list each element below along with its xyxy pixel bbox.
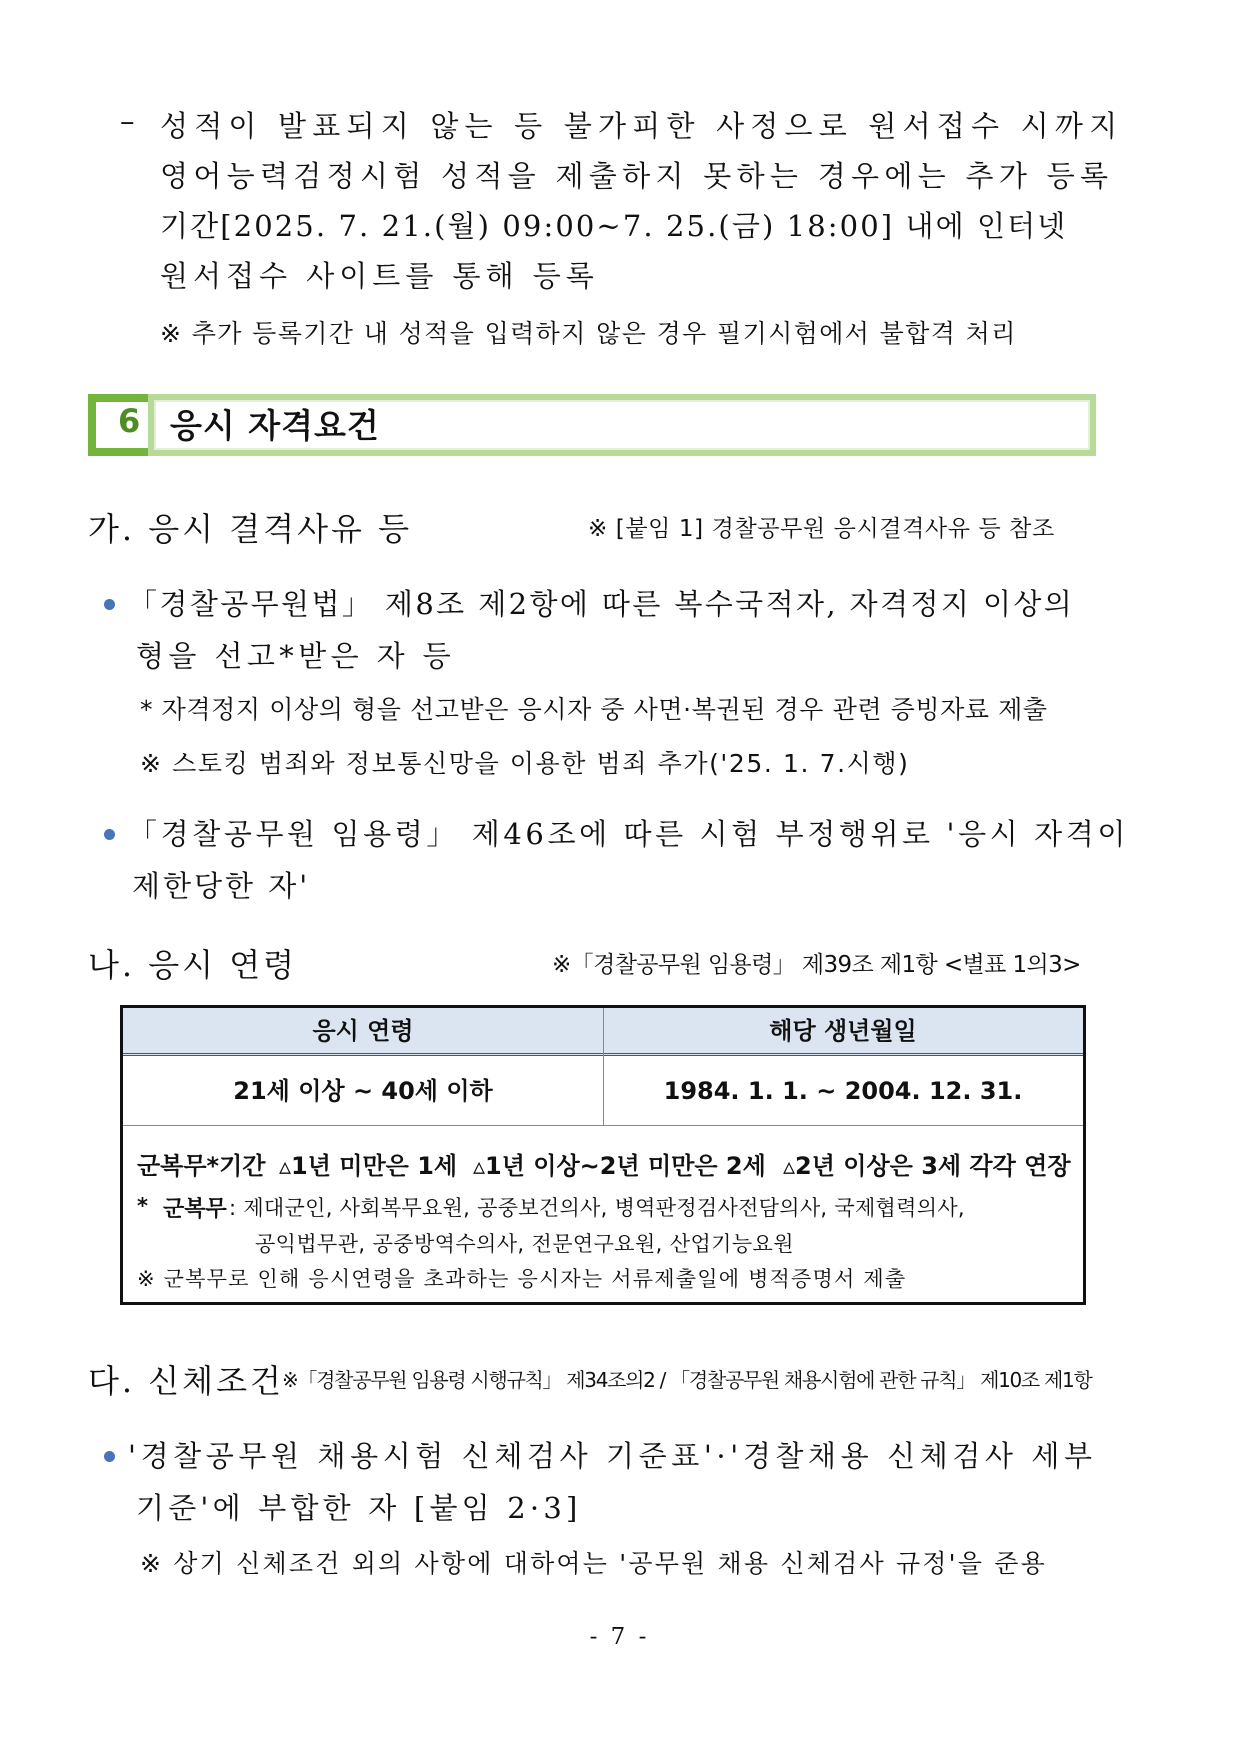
- part-a-bullet1-line2: 형을 선고*받은 자 등: [136, 639, 456, 673]
- intro-line-3: 기간[2025. 7. 21.(월) 09:00~7. 25.(금) 18:00] 내에 인터넷: [160, 209, 1068, 243]
- part-c-bullet-line1: '경찰공무원 채용시험 신체검사 기준표'·'경찰채용 신체검사 세부: [128, 1439, 1097, 1473]
- note-military-text-1: : 제대군인, 사회복무요원, 공중보건의사, 병역판정검사전담의사, 국제협력의사,: [229, 1196, 965, 1220]
- bullet-dot: [104, 1451, 115, 1462]
- intro-line-2: 영어능력검정시험 성적을 제출하지 못하는 경우에는 추가 등록: [160, 159, 1114, 193]
- intro-line-1: 성적이 발표되지 않는 등 불가피한 사정으로 원서접수 시까지: [160, 109, 1124, 143]
- section-header: [88, 394, 1096, 456]
- bullet-dot: [104, 829, 115, 840]
- part-a-ref: ※ [붙임 1] 경찰공무원 응시결격사유 등 참조: [588, 516, 1055, 542]
- part-c-bullet-line2: 기준'에 부합한 자 [붙임 2·3]: [136, 1491, 582, 1525]
- part-a-heading: 가. 응시 결격사유 등: [88, 510, 412, 548]
- intro-note: ※ 추가 등록기간 내 성적을 입력하지 않은 경우 필기시험에서 불합격 처리: [160, 319, 1017, 348]
- note-bottom: ※ 군복무로 인해 응시연령을 초과하는 응시자는 서류제출일에 병적증명서 제출: [137, 1267, 907, 1291]
- table-cell-age-range: 21세 이상 ~ 40세 이하: [233, 1077, 493, 1105]
- age-table: [120, 1005, 1086, 1305]
- section-title: 응시 자격요건: [170, 406, 380, 445]
- part-c-ref: ※「경찰공무원 임용령 시행규칙」 제34조의2 / 「경찰공무원 채용시험에 관한 규칙」 제10조 제1항: [282, 1368, 1092, 1392]
- part-a-bullet1-line1: 「경찰공무원법」 제8조 제2항에 따른 복수국적자, 자격정지 이상의: [128, 587, 1075, 621]
- part-c-note: ※ 상기 신체조건 외의 사항에 대하여는 '공무원 채용 신체검사 규정'을 준용: [140, 1549, 1047, 1578]
- section-number: 6: [118, 402, 141, 440]
- table-header-age: 응시 연령: [123, 1008, 603, 1056]
- table-header-birthdate: 해당 생년월일: [603, 1008, 1083, 1056]
- dash-marker: –: [120, 104, 138, 138]
- military-item-2: ▵1년 이상~2년 미만은 2세: [473, 1152, 766, 1180]
- bullet-dot: [104, 599, 115, 610]
- part-b-heading: 나. 응시 연령: [88, 946, 298, 984]
- note-military-label: 군복무: [163, 1197, 227, 1222]
- part-b-ref: ※「경찰공무원 임용령」 제39조 제1항 <별표 1의3>: [552, 952, 1081, 978]
- page-number: - 7 -: [589, 1624, 650, 1650]
- intro-line-4: 원서접수 사이트를 통해 등록: [160, 259, 599, 293]
- part-a-bullet2-line2: 제한당한 자': [132, 869, 311, 903]
- part-a-footnote2: ※ 스토킹 범죄와 정보통신망을 이용한 범죄 추가('25. 1. 7.시행): [140, 749, 910, 778]
- part-c-heading: 다. 신체조건: [88, 1362, 284, 1400]
- table-cell-birth-range: 1984. 1. 1. ~ 2004. 12. 31.: [663, 1077, 1023, 1105]
- military-item-3: ▵2년 이상은 3세 각각 연장: [783, 1152, 1071, 1180]
- part-a-bullet2-line1: 「경찰공무원 임용령」 제46조에 따른 시험 부정행위로 '응시 자격이: [128, 817, 1129, 851]
- note-military-text-2: 공익법무관, 공중방역수의사, 전문연구요원, 산업기능요원: [255, 1232, 794, 1256]
- military-label: 군복무*기간: [137, 1152, 266, 1180]
- note-star: *: [137, 1194, 148, 1218]
- part-a-footnote1: * 자격정지 이상의 형을 선고받은 응시자 중 사면·복권된 경우 관련 증빙자료 제출: [140, 695, 1048, 724]
- military-item-1: ▵1년 미만은 1세: [279, 1152, 458, 1180]
